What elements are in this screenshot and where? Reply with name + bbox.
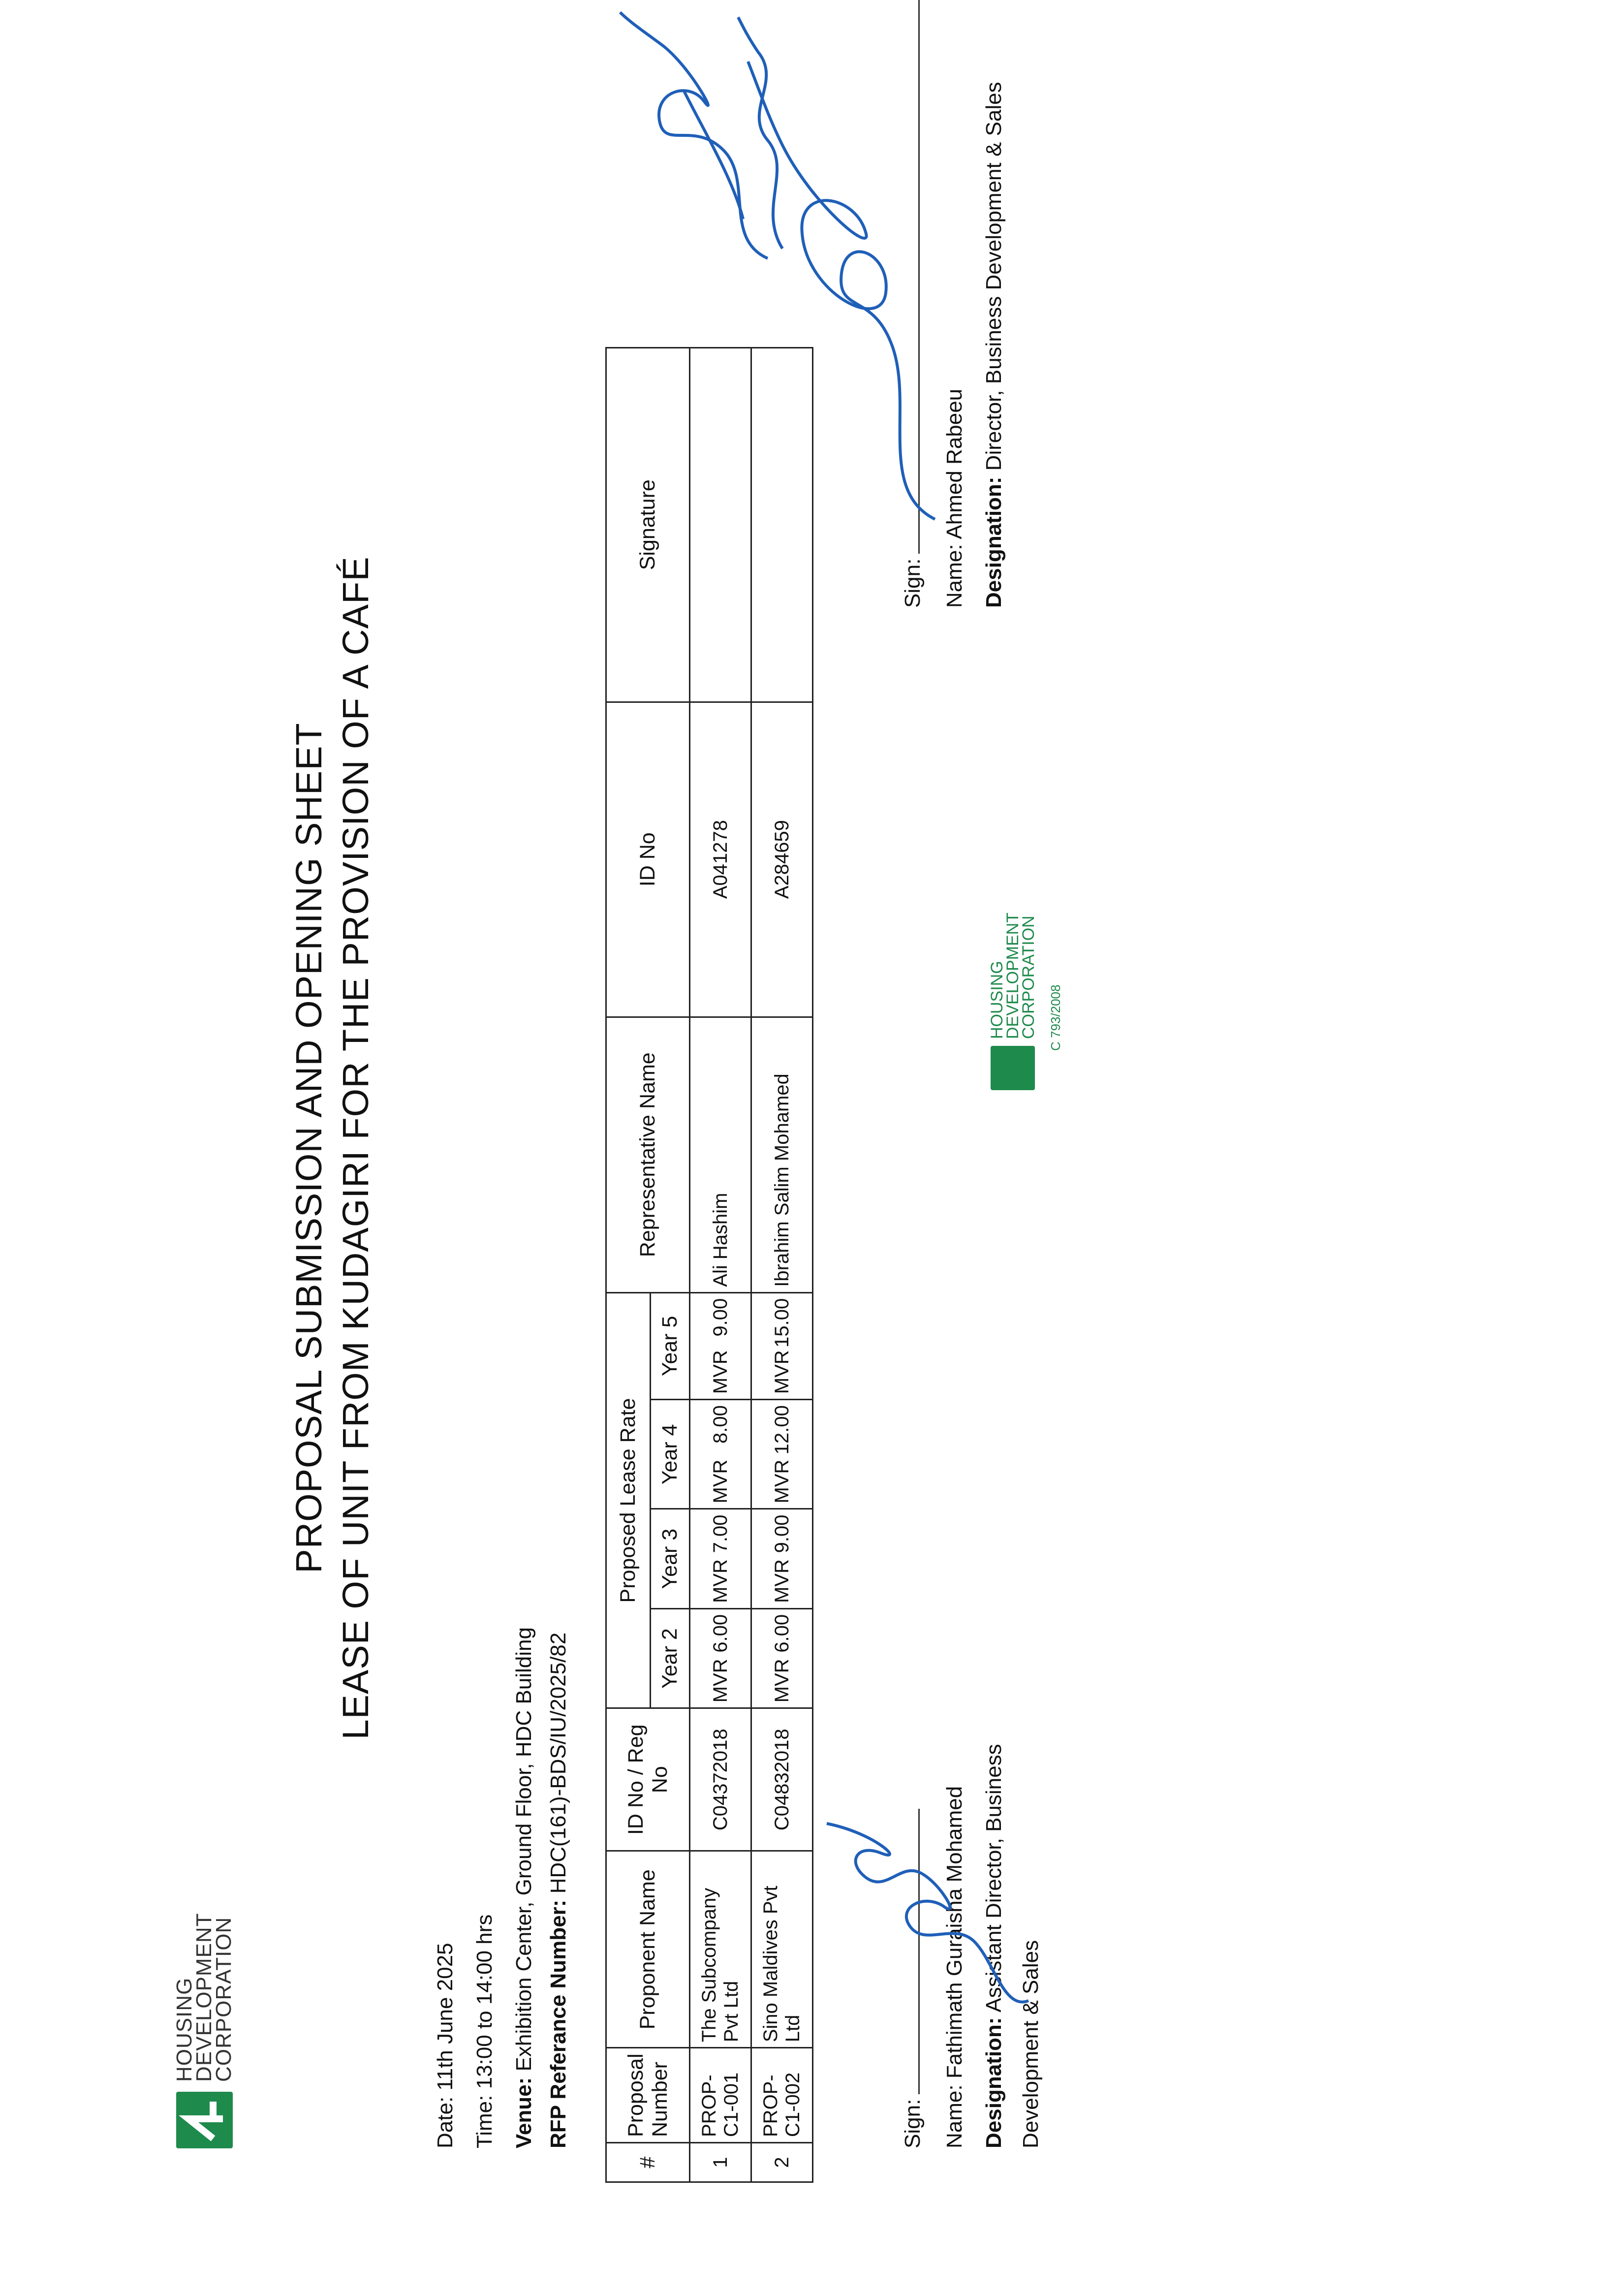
logo-line-2: DEVELOPMENT — [192, 1913, 216, 2082]
cell-rep-name: Ibrahim Salim Mohamed — [751, 1017, 813, 1292]
cell-currency: MVR — [751, 1558, 813, 1608]
cell-year4: 8.00 — [690, 1400, 751, 1459]
hdc-logo-icon — [176, 2092, 233, 2148]
cell-currency: MVR — [690, 1349, 751, 1399]
cell-id-no: A284659 — [751, 702, 813, 1017]
document-title: PROPOSAL SUBMISSION AND OPENING SHEET — [288, 723, 329, 1573]
stamp-number: C 793/2008 — [1048, 984, 1063, 1051]
cell-currency: MVR — [751, 1459, 813, 1509]
left-designation-line1: Assistant Director, Business — [982, 1744, 1006, 2013]
time-label: Time: — [472, 2095, 497, 2148]
meta-date — [433, 1943, 458, 2148]
col-proponent-name: Proponent Name — [606, 1851, 690, 2048]
col-id-reg: ID No / Reg No — [606, 1708, 690, 1851]
left-name-label: Name: — [942, 2084, 966, 2148]
cell-proposal-number: PROP-C1-002 — [751, 2048, 813, 2143]
rfp-label: RFP Referance Number: — [546, 1899, 570, 2148]
cell-id-no: A041278 — [690, 702, 751, 1017]
cell-proponent-name: Sino Maldives Pvt Ltd — [751, 1851, 813, 2048]
cell-num: 1 — [690, 2143, 751, 2182]
col-num: # — [606, 2143, 690, 2182]
cell-currency: MVR — [751, 1349, 813, 1399]
stamp-line-2: DEVELOPMENT — [1003, 912, 1022, 1039]
cell-year2: 6.00 — [751, 1608, 813, 1658]
cell-proponent-name: The Subcompany Pvt Ltd — [690, 1851, 751, 2048]
logo-line-1: HOUSING — [172, 1977, 196, 2082]
cell-year3: 7.00 — [690, 1509, 751, 1558]
time-value: 13:00 to 14:00 hrs — [472, 1914, 497, 2089]
left-designation-label: Designation: — [982, 2017, 1006, 2148]
company-stamp — [989, 912, 1036, 1090]
cell-rep-name: Ali Hashim — [690, 1017, 751, 1292]
date-label: Date: — [433, 2096, 457, 2148]
stamp-line-3: CORPORATION — [1019, 915, 1038, 1039]
date-value: 11th June 2025 — [433, 1943, 457, 2091]
table-row — [690, 347, 751, 2182]
col-rep-name: Representative Name — [606, 1017, 690, 1292]
document-subtitle: LEASE OF UNIT FROM KUDAGIRI FOR THE PROVISION OF A CAFÉ — [335, 556, 376, 1740]
venue-value: Exhibition Center, Ground Floor, HDC Building — [512, 1627, 536, 2072]
meta-venue — [512, 1627, 536, 2148]
rfp-value: HDC(161)-BDS/IU/2025/82 — [546, 1632, 570, 1894]
table-header-row — [606, 347, 651, 2182]
meta-time — [472, 1915, 497, 2148]
logo-line-3: CORPORATION — [212, 1917, 236, 2082]
left-name-value: Fathimath Guraisha Mohamed — [942, 1786, 966, 2079]
cell-year4: 12.00 — [751, 1400, 813, 1459]
right-name-label: Name: — [942, 544, 966, 608]
left-signature-scribble — [797, 1814, 1053, 2020]
right-designation — [982, 82, 1006, 608]
cell-currency: MVR — [690, 1459, 751, 1509]
venue-label: Venue: — [512, 2077, 536, 2148]
col-year2: Year 2 — [651, 1608, 690, 1708]
table-signature-row2 — [728, 12, 802, 258]
cell-currency: MVR — [690, 1558, 751, 1608]
hdc-logo — [172, 1913, 236, 2148]
col-lease-group: Proposed Lease Rate — [606, 1292, 651, 1708]
cell-proposal-number: PROP-C1-001 — [690, 2048, 751, 2143]
hdc-glyph-icon — [176, 2092, 233, 2148]
right-sign-label: Sign: — [901, 558, 925, 608]
cell-year3: 9.00 — [751, 1509, 813, 1558]
stamp-text — [989, 912, 1036, 1039]
meta-rfp — [546, 1633, 571, 2148]
col-id-no: ID No — [606, 702, 690, 1017]
stamp-logo-icon — [991, 1046, 1035, 1090]
right-designation-label: Designation: — [982, 476, 1006, 608]
right-name-value: Ahmed Rabeeu — [942, 388, 966, 539]
cell-id-reg: C04372018 — [690, 1708, 751, 1851]
stamp-line-1: HOUSING — [988, 961, 1006, 1039]
col-year4: Year 4 — [651, 1400, 690, 1509]
cell-currency: MVR — [690, 1658, 751, 1708]
left-designation-line2: Development & Sales — [1019, 1940, 1043, 2148]
col-year5: Year 5 — [651, 1292, 690, 1399]
cell-num: 2 — [751, 2143, 813, 2182]
left-sign-label: Sign: — [901, 2099, 925, 2148]
cell-currency: MVR — [751, 1658, 813, 1708]
col-proposal-number: Proposal Number — [606, 2048, 690, 2143]
proposals-table — [605, 347, 813, 2183]
cell-id-reg: C04832018 — [751, 1708, 813, 1851]
right-designation-value: Director, Business Development & Sales — [982, 82, 1006, 471]
cell-year2: 6.00 — [690, 1608, 751, 1658]
cell-year5: 9.00 — [690, 1292, 751, 1349]
hdc-logo-text — [172, 1913, 236, 2082]
col-year3: Year 3 — [651, 1509, 690, 1608]
col-signature: Signature — [606, 347, 690, 702]
cell-year5: 15.00 — [751, 1292, 813, 1349]
